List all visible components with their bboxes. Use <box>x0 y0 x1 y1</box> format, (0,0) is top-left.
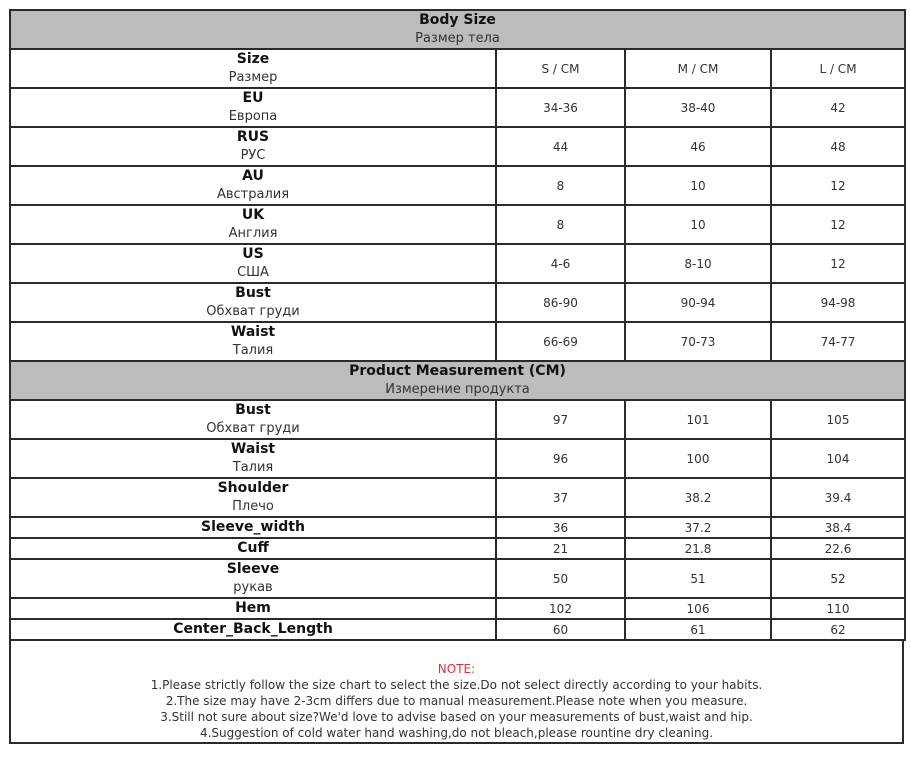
value-cell-l: 38.4 <box>771 517 905 538</box>
value-cell-s: 97 <box>496 400 625 439</box>
column-header-s: S / CM <box>496 49 625 88</box>
value-cell-m: 21.8 <box>625 538 771 559</box>
row-label-ru: Талия <box>232 343 274 358</box>
value-cell-m: 38-40 <box>625 88 771 127</box>
product-section-header <box>10 361 905 400</box>
note-line: 2.The size may have 2-3cm differs due to manual measurement.Please note when you measure. <box>165 694 748 708</box>
value-cell-s: 96 <box>496 439 625 478</box>
row-label-cell <box>10 517 496 538</box>
value-cell-l: 94-98 <box>771 283 905 322</box>
value-cell-s: 37 <box>496 478 625 517</box>
row-label-en: Waist <box>230 324 276 340</box>
row-label-en: Bust <box>235 285 271 301</box>
notes-box <box>9 641 904 744</box>
row-label-en: EU <box>242 90 264 106</box>
size-chart <box>9 9 904 744</box>
row-label-cell <box>10 400 496 439</box>
value-cell-m: 106 <box>625 598 771 619</box>
product-subtitle: Измерение продукта <box>385 382 530 397</box>
value-cell-l: 12 <box>771 244 905 283</box>
row-label-cell <box>10 166 496 205</box>
value-cell-m: 51 <box>625 559 771 598</box>
table-row <box>10 127 905 166</box>
table-row <box>10 478 905 517</box>
value-cell-s: 8 <box>496 205 625 244</box>
value-cell-m: 101 <box>625 400 771 439</box>
value-cell-s: 44 <box>496 127 625 166</box>
table-row <box>10 205 905 244</box>
note-line: 1.Please strictly follow the size chart to select the size.Do not select directly according to your habits. <box>150 678 763 692</box>
value-cell-l: 52 <box>771 559 905 598</box>
row-label-ru: Австралия <box>216 187 290 202</box>
table-row <box>10 559 905 598</box>
row-label-en: UK <box>241 207 265 223</box>
value-cell-s: 21 <box>496 538 625 559</box>
value-cell-s: 86-90 <box>496 283 625 322</box>
body-size-subtitle: Размер тела <box>415 31 500 46</box>
value-cell-s: 60 <box>496 619 625 640</box>
row-label-cell <box>10 127 496 166</box>
row-label-cell <box>10 205 496 244</box>
table-row <box>10 619 905 640</box>
note-line: 3.Still not sure about size?We'd love to advise based on your measurements of bust,waist and hip. <box>160 710 753 724</box>
table-row <box>10 400 905 439</box>
value-cell-s: 34-36 <box>496 88 625 127</box>
value-cell-l: 62 <box>771 619 905 640</box>
note-line: 4.Suggestion of cold water hand washing,do not bleach,please rountine dry cleaning. <box>199 726 714 740</box>
value-cell-l: 12 <box>771 166 905 205</box>
row-label-ru: Европа <box>228 109 278 124</box>
value-cell-l: 104 <box>771 439 905 478</box>
row-label-en: Hem <box>235 600 271 616</box>
row-label-cell <box>10 244 496 283</box>
row-label-cell <box>10 322 496 361</box>
value-cell-m: 46 <box>625 127 771 166</box>
value-cell-m: 90-94 <box>625 283 771 322</box>
table-row <box>10 598 905 619</box>
row-label-ru: Обхват груди <box>206 421 300 436</box>
row-label-en: RUS <box>236 129 270 145</box>
table-row <box>10 88 905 127</box>
row-label-cell <box>10 88 496 127</box>
table-row <box>10 166 905 205</box>
value-cell-m: 37.2 <box>625 517 771 538</box>
table-row <box>10 538 905 559</box>
table-row <box>10 244 905 283</box>
value-cell-m: 10 <box>625 166 771 205</box>
value-cell-m: 8-10 <box>625 244 771 283</box>
row-label-en: Waist <box>230 441 276 457</box>
row-label-cell <box>10 538 496 559</box>
value-cell-m: 100 <box>625 439 771 478</box>
value-cell-m: 38.2 <box>625 478 771 517</box>
size-table <box>9 9 906 641</box>
value-cell-s: 50 <box>496 559 625 598</box>
row-label-ru: РУС <box>240 148 266 163</box>
row-label-cell <box>10 478 496 517</box>
column-header-l: L / CM <box>771 49 905 88</box>
value-cell-s: 4-6 <box>496 244 625 283</box>
row-label-en: AU <box>242 168 264 184</box>
note-title: NOTE: <box>437 662 476 676</box>
row-label-cell <box>10 283 496 322</box>
row-label-en: Cuff <box>237 540 269 556</box>
value-cell-s: 66-69 <box>496 322 625 361</box>
row-label-en: Center_Back_Length <box>173 621 333 637</box>
value-cell-l: 22.6 <box>771 538 905 559</box>
body-size-title: Body Size <box>419 12 496 28</box>
row-label-cell <box>10 598 496 619</box>
row-label-cell <box>10 619 496 640</box>
row-label-ru: Англия <box>228 226 278 241</box>
value-cell-l: 105 <box>771 400 905 439</box>
value-cell-s: 36 <box>496 517 625 538</box>
table-row <box>10 439 905 478</box>
column-header-m: M / CM <box>625 49 771 88</box>
value-cell-l: 39.4 <box>771 478 905 517</box>
value-cell-m: 61 <box>625 619 771 640</box>
row-label-ru: Обхват груди <box>206 304 300 319</box>
size-label-en: Size <box>236 51 270 67</box>
value-cell-s: 102 <box>496 598 625 619</box>
table-row <box>10 517 905 538</box>
value-cell-m: 70-73 <box>625 322 771 361</box>
size-label-ru: Размер <box>228 70 278 85</box>
row-label-en: Sleeve <box>226 561 280 577</box>
table-row <box>10 322 905 361</box>
value-cell-l: 110 <box>771 598 905 619</box>
row-label-en: US <box>242 246 264 262</box>
value-cell-m: 10 <box>625 205 771 244</box>
product-title: Product Measurement (CM) <box>349 363 566 379</box>
row-label-cell <box>10 559 496 598</box>
row-label-en: Shoulder <box>217 480 289 496</box>
size-header-row <box>10 49 905 88</box>
value-cell-l: 12 <box>771 205 905 244</box>
value-cell-l: 48 <box>771 127 905 166</box>
row-label-ru: рукав <box>233 580 273 595</box>
row-label-en: Sleeve_width <box>201 519 305 535</box>
value-cell-s: 8 <box>496 166 625 205</box>
row-label-ru: Талия <box>232 460 274 475</box>
value-cell-l: 74-77 <box>771 322 905 361</box>
body-size-section-header <box>10 10 905 49</box>
row-label-ru: США <box>237 265 269 280</box>
row-label-cell <box>10 439 496 478</box>
value-cell-l: 42 <box>771 88 905 127</box>
row-label-en: Bust <box>235 402 271 418</box>
table-row <box>10 283 905 322</box>
row-label-ru: Плечо <box>232 499 274 514</box>
